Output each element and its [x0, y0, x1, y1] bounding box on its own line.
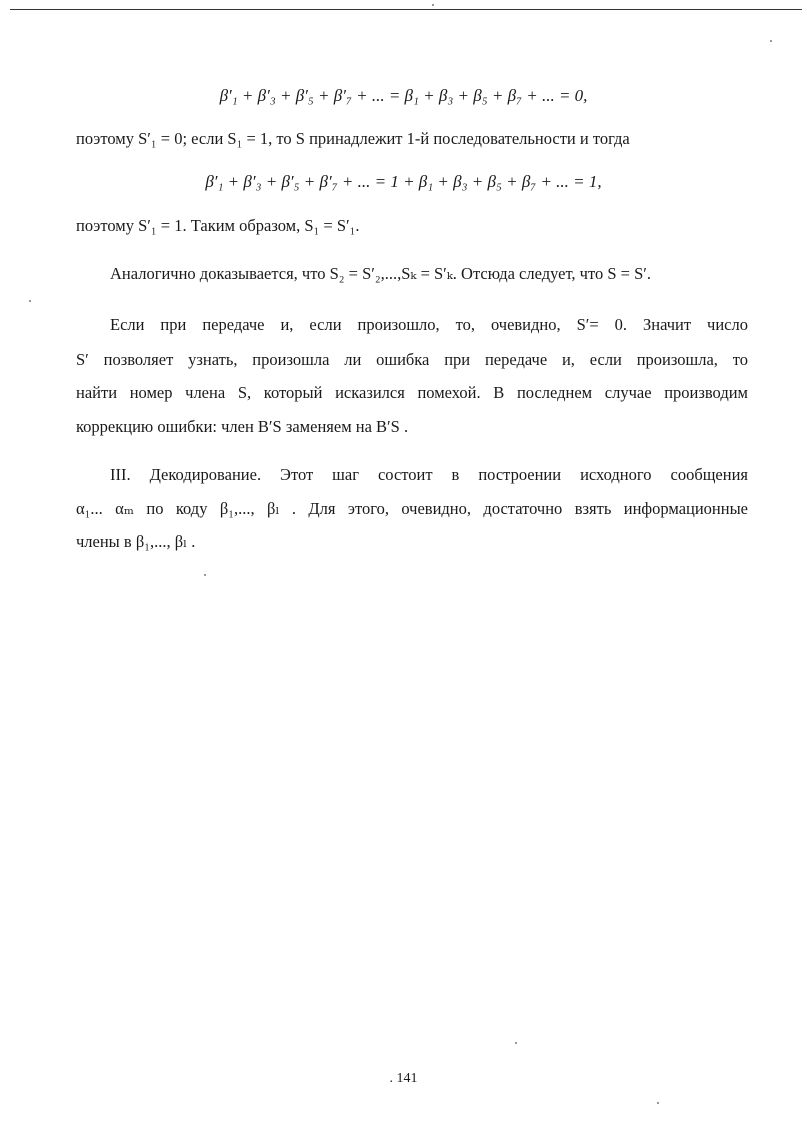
page-number: . 141 [389, 1071, 418, 1086]
equation-2: β′₁ + β′₃ + β′₅ + β′₇ + ... = 1 + β₁ + β₃ + β₅ + β₇ + ... = 1, [205, 172, 602, 191]
text-line: III. Декодирование. Этот шаг состоит в построении исходного сообщения [110, 465, 748, 484]
text-line: коррекцию ошибки: член B′S заменяем на B′S . [76, 417, 409, 436]
text-line: поэтому S′₁ = 0; если S₁ = 1, то S принадлежит 1-й последовательности и тогда [76, 129, 630, 148]
text-line: члены в β₁,..., βₗ . [76, 532, 196, 551]
equation-1: β′₁ + β′₃ + β′₅ + β′₇ + ... = β₁ + β₃ + β₅ + β₇ + ... = 0, [219, 86, 588, 105]
scan-speck [204, 574, 206, 576]
scan-speck [432, 4, 434, 6]
text-line: найти номер члена S, который исказился помехой. В последнем случае производим [76, 383, 748, 402]
scan-speck [657, 1102, 659, 1104]
text-line: α₁... αₘ по коду β₁,..., βₗ . Для этого, очевидно, достаточно взять информационные [76, 499, 748, 518]
scan-speck [29, 300, 31, 302]
text-line: Аналогично доказывается, что S₂ = S′₂,...,Sₖ = S′ₖ. Отсюда следует, что S = S′. [110, 264, 651, 283]
scan-speck [515, 1042, 517, 1044]
scan-speck [770, 40, 772, 42]
text-line: поэтому S′₁ = 1. Таким образом, S₁ = S′₁. [76, 216, 360, 235]
text-line: S′ позволяет узнать, произошла ли ошибка при передаче и, если произошла, то [76, 350, 748, 369]
text-line: Если при передаче и, если произошло, то, очевидно, S′= 0. Значит число [110, 315, 748, 334]
header-rule [10, 9, 802, 10]
